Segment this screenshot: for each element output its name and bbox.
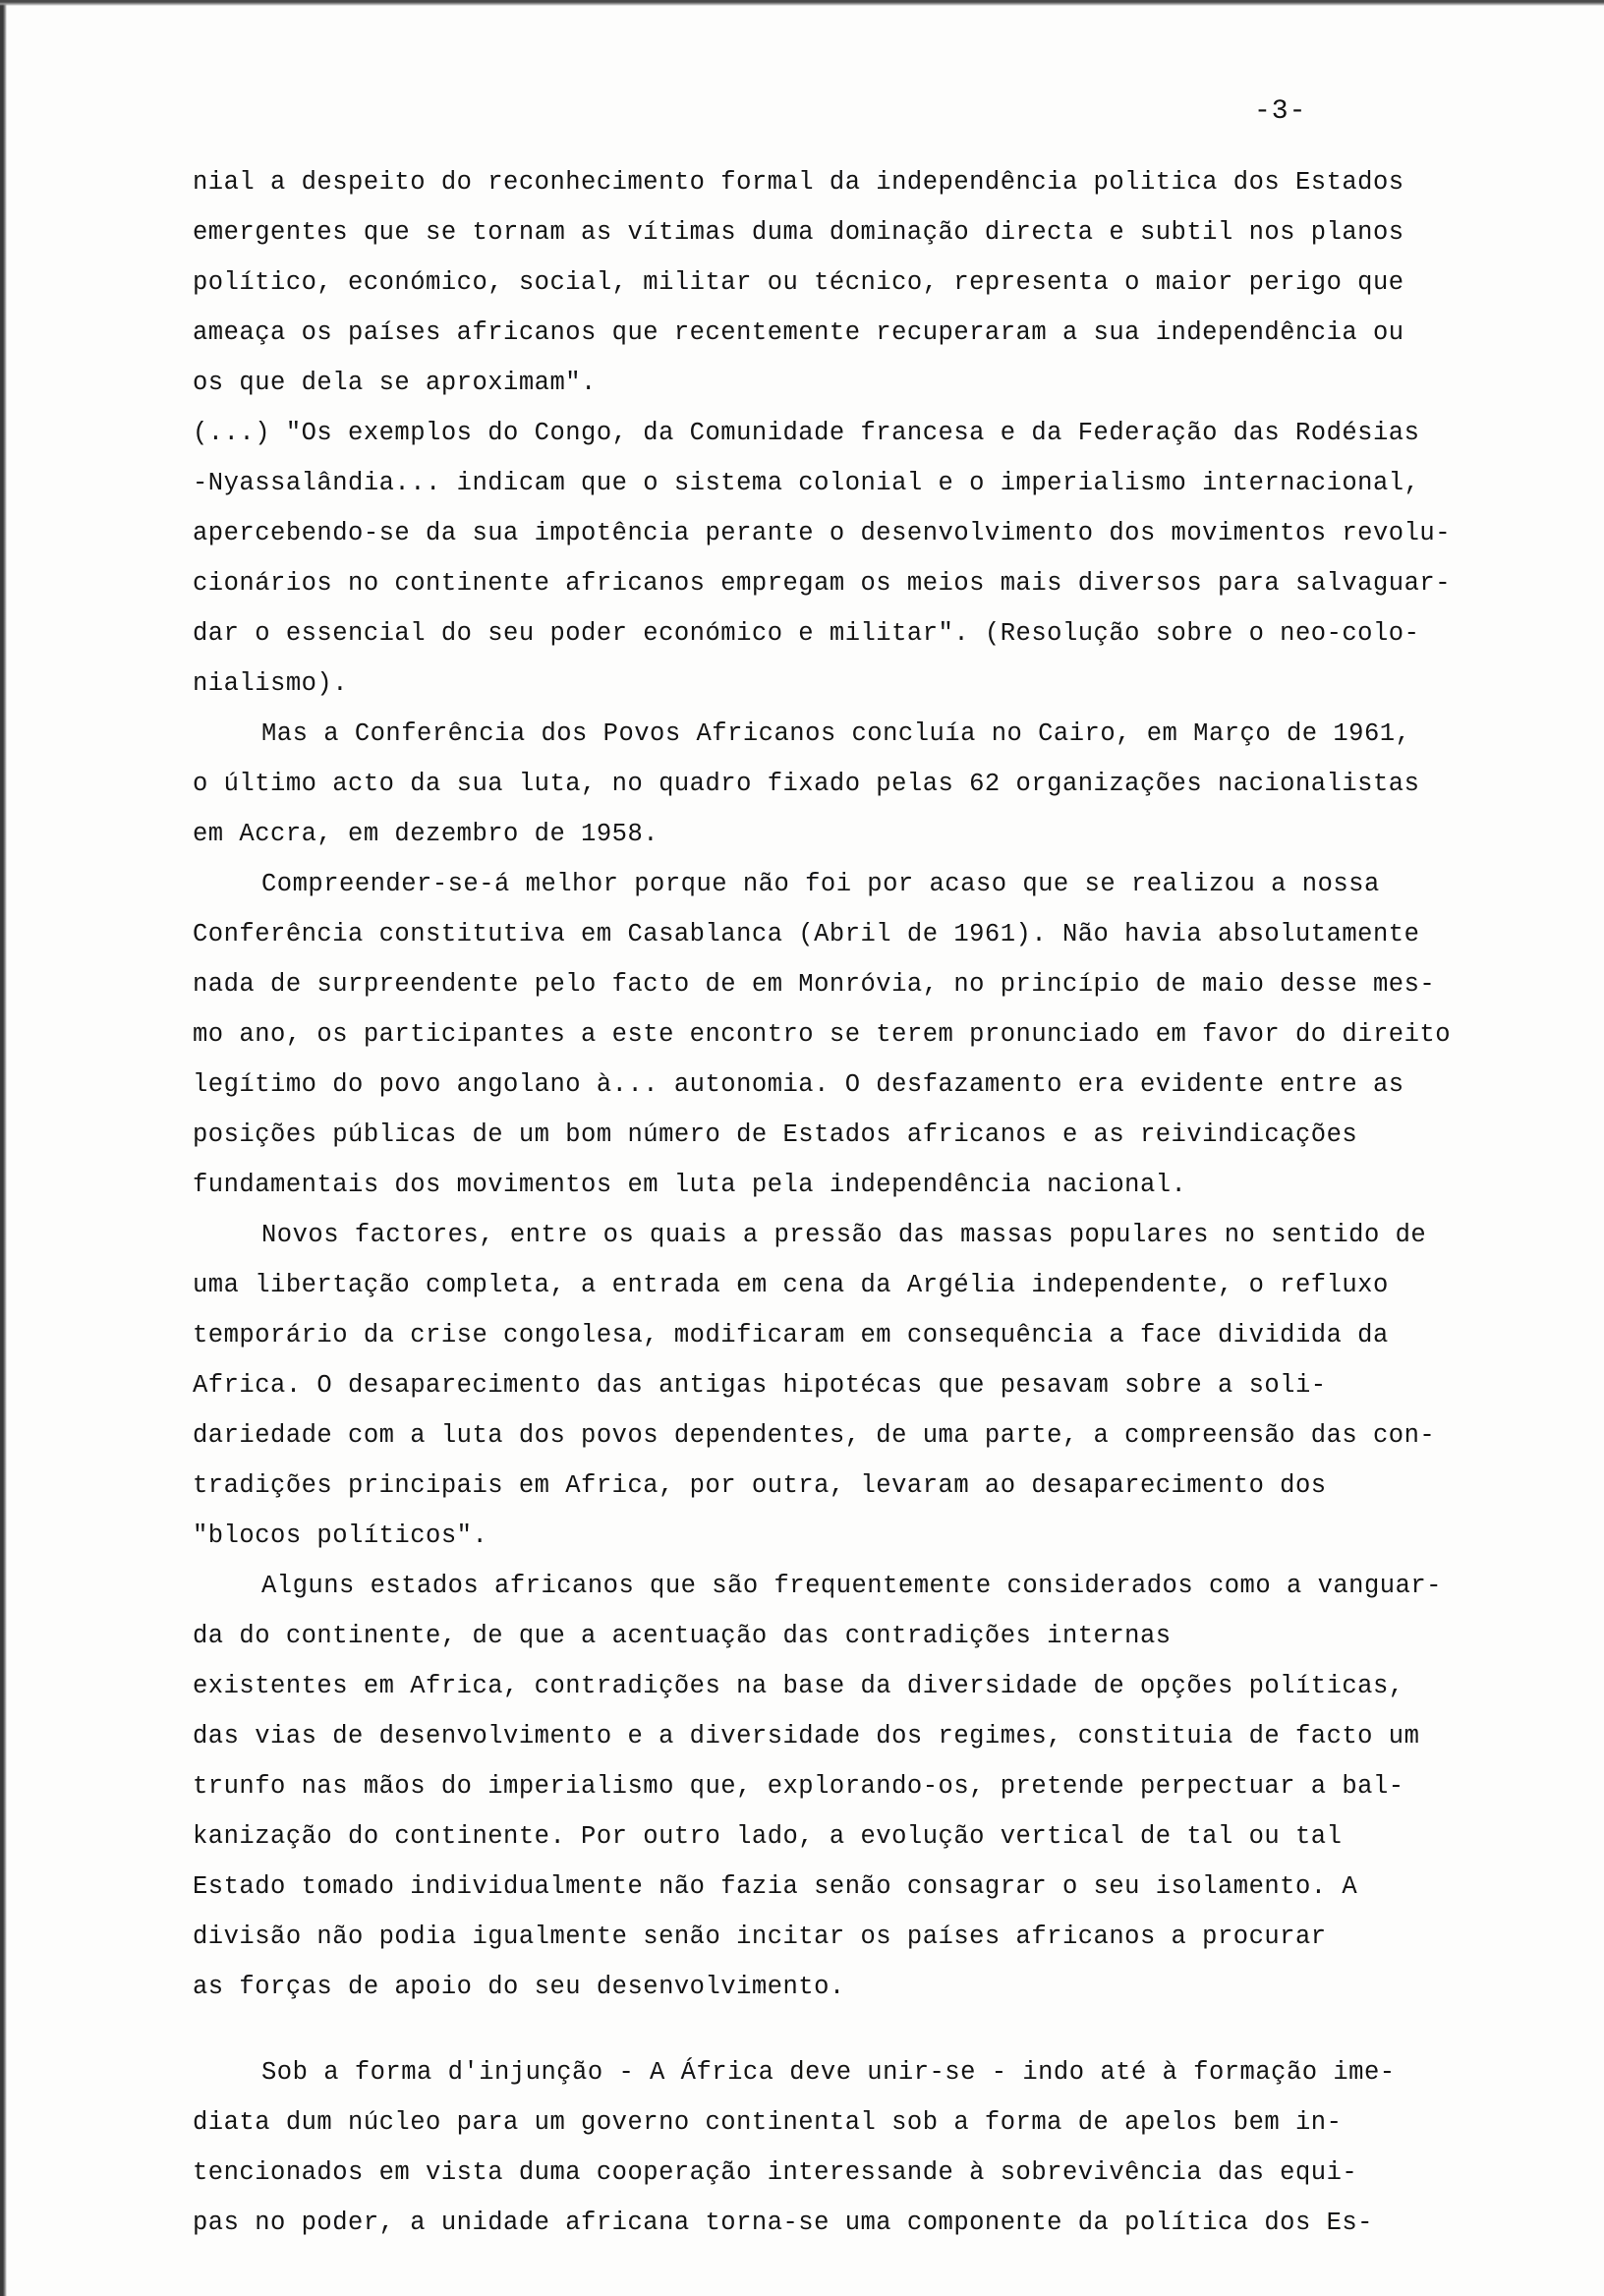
paragraph-gap bbox=[193, 2012, 1569, 2047]
text-line: uma libertação completa, a entrada em cena da Argélia independente, o refluxo bbox=[193, 1271, 1389, 1299]
text-line: dar o essencial do seu poder económico e militar". (Resolução sobre o neo-colo- bbox=[193, 619, 1420, 648]
text-line: ameaça os países africanos que recentemente recuperaram a sua independência ou bbox=[193, 318, 1404, 347]
text-line: Conferência constitutiva em Casablanca (Abril de 1961). Não havia absolutamente bbox=[193, 920, 1420, 948]
text-line: posições públicas de um bom número de Estados africanos e as reivindicações bbox=[193, 1120, 1358, 1149]
page-top-edge bbox=[0, 0, 1604, 6]
text-line: (...) "Os exemplos do Congo, da Comunidade francesa e da Federação das Rodésias bbox=[193, 419, 1420, 447]
text-line: Sob a forma d'injunção - A África deve unir-se - indo até à formação ime- bbox=[261, 2058, 1396, 2087]
text-line: dariedade com a luta dos povos dependentes, de uma parte, a compreensão das con- bbox=[193, 1421, 1436, 1450]
text-line: temporário da crise congolesa, modificaram em consequência a face dividida da bbox=[193, 1321, 1389, 1349]
text-line: mo ano, os participantes a este encontro se terem pronunciado em favor do direito bbox=[193, 1020, 1452, 1049]
text-line: trunfo nas mãos do imperialismo que, explorando-os, pretende perpectuar a bal- bbox=[193, 1772, 1404, 1801]
body-text bbox=[193, 157, 1569, 2248]
text-line: apercebendo-se da sua impotência perante o desenvolvimento dos movimentos revolu- bbox=[193, 519, 1452, 547]
text-line: cionários no continente africanos empregam os meios mais diversos para salvaguar- bbox=[193, 569, 1452, 598]
text-line: em Accra, em dezembro de 1958. bbox=[193, 820, 659, 848]
text-line: kanização do continente. Por outro lado, a evolução vertical de tal ou tal bbox=[193, 1822, 1343, 1851]
text-line: o último acto da sua luta, no quadro fixado pelas 62 organizações nacionalistas bbox=[193, 770, 1420, 798]
text-line: as forças de apoio do seu desenvolvimento. bbox=[193, 1973, 845, 2001]
text-line: Estado tomado individualmente não fazia senão consagrar o seu isolamento. A bbox=[193, 1872, 1358, 1901]
text-line: existentes em Africa, contradições na base da diversidade de opções políticas, bbox=[193, 1672, 1404, 1700]
text-line: nialismo). bbox=[193, 669, 349, 698]
page-left-edge bbox=[0, 0, 7, 2296]
text-line: Alguns estados africanos que são frequentemente considerados como a vanguar- bbox=[261, 1572, 1442, 1600]
text-line: tencionados em vista duma cooperação interessande à sobrevivência das equi- bbox=[193, 2158, 1358, 2187]
text-line: "blocos políticos". bbox=[193, 1521, 488, 1550]
text-line: Compreender-se-á melhor porque não foi por acaso que se realizou a nossa bbox=[261, 870, 1380, 898]
text-line: fundamentais dos movimentos em luta pela independência nacional. bbox=[193, 1171, 1187, 1199]
text-line: político, económico, social, militar ou técnico, representa o maior perigo que bbox=[193, 268, 1404, 297]
text-line: nial a despeito do reconhecimento formal da independência politica dos Estados bbox=[193, 168, 1404, 197]
text-line: divisão não podia igualmente senão incitar os países africanos a procurar bbox=[193, 1923, 1327, 1951]
text-line: nada de surpreendente pelo facto de em Monróvia, no princípio de maio desse mes- bbox=[193, 970, 1436, 999]
text-line: pas no poder, a unidade africana torna-se uma componente da política dos Es- bbox=[193, 2209, 1373, 2237]
text-line: diata dum núcleo para um governo continental sob a forma de apelos bem in- bbox=[193, 2108, 1343, 2137]
text-line: das vias de desenvolvimento e a diversidade dos regimes, constituia de facto um bbox=[193, 1722, 1420, 1751]
text-line: Mas a Conferência dos Povos Africanos concluía no Cairo, em Março de 1961, bbox=[261, 719, 1411, 748]
text-line: Africa. O desaparecimento das antigas hipotécas que pesavam sobre a soli- bbox=[193, 1371, 1327, 1400]
text-line: Novos factores, entre os quais a pressão das massas populares no sentido de bbox=[261, 1221, 1427, 1249]
text-line: -Nyassalândia... indicam que o sistema colonial e o imperialismo internacional, bbox=[193, 469, 1420, 497]
text-line: emergentes que se tornam as vítimas duma dominação directa e subtil nos planos bbox=[193, 218, 1404, 247]
text-line: os que dela se aproximam". bbox=[193, 369, 597, 397]
page-number: -3- bbox=[1254, 96, 1307, 127]
text-line: da do continente, de que a acentuação das contradições internas bbox=[193, 1622, 1172, 1650]
text-line: legítimo do povo angolano à... autonomia. O desfazamento era evidente entre as bbox=[193, 1070, 1404, 1099]
text-line: tradições principais em Africa, por outra, levaram ao desaparecimento dos bbox=[193, 1471, 1327, 1500]
